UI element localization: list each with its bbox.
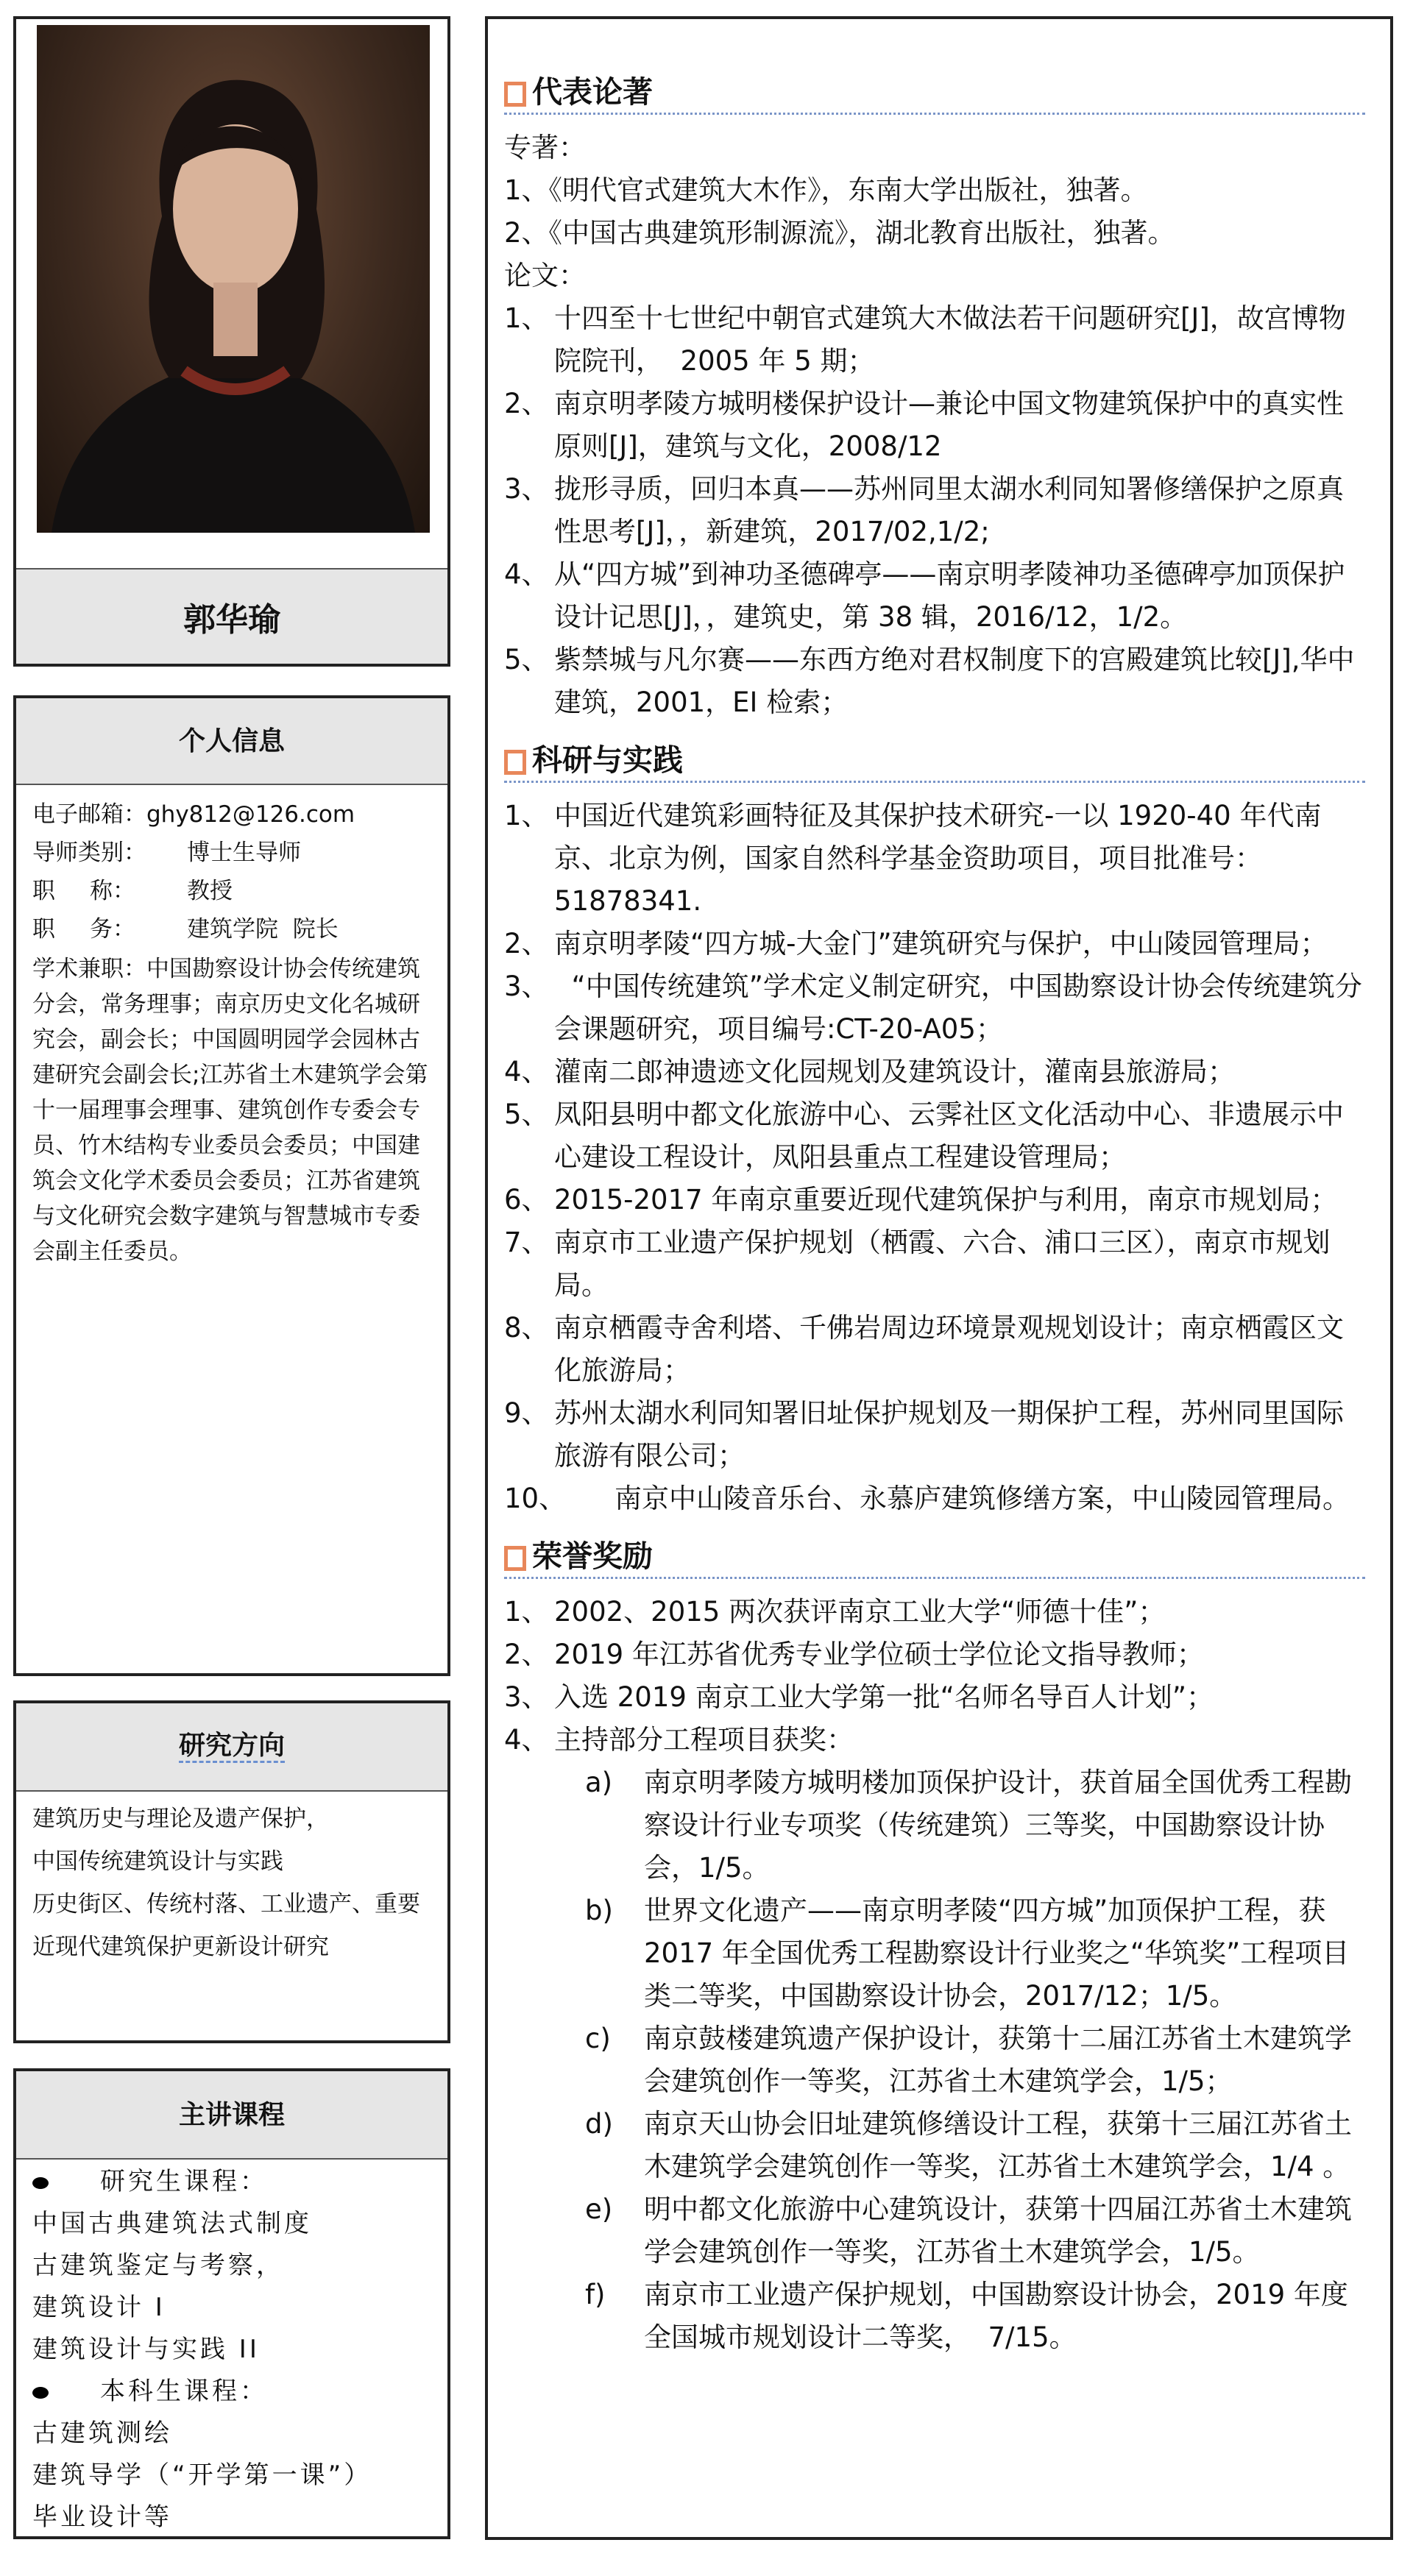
item-number: 3、 xyxy=(504,971,549,1002)
item-text: 拢形寻质，回归本真——苏州同里太湖水利同知署修缮保护之原真性思考[J]，，新建筑，2017/02,1/2; xyxy=(554,473,1344,547)
item-number: a) xyxy=(585,1767,613,1798)
item-text: 世界文化遗产——南京明孝陵“四方城”加顶保护工程，获 2017 年全国优秀工程勘察设计行业奖之“华筑奖”工程项目类二等奖，中国勘察设计协会，2017/12；1/5。 xyxy=(644,1895,1350,2012)
item-text: 南京中山陵音乐台、永慕庐建筑修缮方案，中山陵园管理局。 xyxy=(615,1483,1350,1514)
item-number: e) xyxy=(585,2193,613,2225)
courses-title: 主讲课程 xyxy=(16,2071,447,2160)
personal-info-title: 个人信息 xyxy=(16,698,447,785)
email-value[interactable]: ghy812@126.com xyxy=(146,801,355,828)
item-text: 2015-2017 年南京重要近现代建筑保护与利用，南京市规划局； xyxy=(554,1184,1338,1216)
duty-value: 建筑学院 院长 xyxy=(187,916,339,943)
course-item: 建筑设计与实践 II xyxy=(32,2335,260,2364)
honor-item xyxy=(504,1591,1365,1633)
item-number: 10、 xyxy=(504,1483,567,1514)
award-item xyxy=(504,1761,1365,1890)
main-panel xyxy=(485,16,1393,2540)
advisor-value: 博士生导师 xyxy=(187,840,301,866)
item-number: 9、 xyxy=(504,1397,549,1429)
advisor-label: 导师类别： xyxy=(32,840,146,866)
item-text: 凤阳县明中都文化旅游中心、云霁社区文化活动中心、非遗展示中心建设工程设计，凤阳县重点工程建设管理局； xyxy=(554,1099,1344,1173)
paper-item xyxy=(504,553,1365,639)
award-item xyxy=(504,2188,1365,2274)
project-item xyxy=(504,1307,1365,1392)
item-text: 南京明孝陵方城明楼保护设计—兼论中国文物建筑保护中的真实性原则[J]，建筑与文化，2008/12 xyxy=(554,388,1344,462)
undergrad-label: 本科生课程： xyxy=(100,2377,268,2406)
course-item: 建筑设计 I xyxy=(32,2293,166,2322)
item-text: 南京市工业遗产保护规划（栖霞、六合、浦口三区），南京市规划局。 xyxy=(554,1227,1331,1301)
research-line: 建筑历史与理论及遗产保护， xyxy=(32,1806,329,1832)
item-text: 南京明孝陵“四方城-大金门”建筑研究与保护，中山陵园管理局； xyxy=(554,928,1328,959)
papers-label: 论文： xyxy=(504,260,586,291)
rank-row xyxy=(32,872,434,910)
item-number: 4、 xyxy=(504,558,549,590)
profile-name: 郭华瑜 xyxy=(16,568,447,664)
course-item: 毕业设计等 xyxy=(32,2502,172,2532)
bullet-icon xyxy=(32,2177,49,2189)
publications-title: 代表论著 xyxy=(532,74,653,110)
item-text: 紫禁城与凡尔赛——东西方绝对君权制度下的宫殿建筑比较[J],华中建筑，2001，EI 检索； xyxy=(554,644,1355,718)
item-number: 7、 xyxy=(504,1227,549,1258)
item-number: b) xyxy=(585,1895,613,1926)
project-item xyxy=(504,1179,1365,1221)
item-number: 4、 xyxy=(504,1056,549,1087)
paper-item xyxy=(504,297,1365,383)
award-item xyxy=(504,1890,1365,2018)
academic-posts: 学术兼职：中国勘察设计协会传统建筑分会，常务理事；南京历史文化名城研究会，副会长；中国圆明园学会园林古建研究会副会长;江苏省土木建筑学会第十一届理事会理事、建筑创作专委会专员、竹木结构专业委员会委员；中国建筑会文化学术委员会委员；江苏省建筑与文化研究会数字建筑与智慧城市专委会副主任委员。 xyxy=(32,956,428,1265)
paper-item xyxy=(504,468,1365,553)
paper-item xyxy=(504,383,1365,468)
undergrad-courses-heading xyxy=(32,2371,434,2413)
rank-label-b: 称： xyxy=(90,878,135,904)
item-text: 2019 年江苏省优秀专业学位硕士学位论文指导教师； xyxy=(554,1639,1204,1670)
item-number: 1、 xyxy=(504,302,549,334)
item-text: 南京市工业遗产保护规划，中国勘察设计协会，2019 年度全国城市规划设计二等奖， 7/15。 xyxy=(644,2279,1348,2353)
course-item: 古建筑测绘 xyxy=(32,2419,172,2448)
profile-card xyxy=(13,16,450,667)
item-text: 灌南二郎神遗迹文化园规划及建筑设计，灌南县旅游局； xyxy=(554,1056,1235,1087)
course-item: 建筑导学（“开学第一课”） xyxy=(32,2460,372,2490)
item-number: 8、 xyxy=(504,1312,549,1344)
item-text: 中国近代建筑彩画特征及其保护技术研究-一以 1920-40 年代南京、北京为例，国家自然科学基金资助项目，项目批准号：51878341. xyxy=(554,800,1322,917)
project-item xyxy=(504,1221,1365,1307)
duty-row xyxy=(32,910,434,948)
item-text: 南京明孝陵方城明楼加顶保护设计，获首届全国优秀工程勘察设计行业专项奖（传统建筑）三等奖，中国勘察设计协会，1/5。 xyxy=(644,1767,1352,1884)
item-text: 明中都文化旅游中心建筑设计，获第十四届江苏省土木建筑学会建筑创作一等奖，江苏省土木建筑学会，1/5。 xyxy=(644,2193,1352,2268)
item-number: 5、 xyxy=(504,644,549,675)
advisor-row xyxy=(32,834,434,872)
award-item xyxy=(504,2274,1365,2359)
item-number: 1、 xyxy=(504,800,549,831)
item-text: 2002、2015 两次获评南京工业大学“师德十佳”； xyxy=(554,1596,1166,1628)
item-number: 4、 xyxy=(504,1724,549,1756)
duty-label-a: 职 xyxy=(32,916,55,943)
project-item xyxy=(504,1093,1365,1179)
projects-title: 科研与实践 xyxy=(532,742,683,778)
honors-header xyxy=(504,1532,1365,1579)
item-text: 主持部分工程项目获奖： xyxy=(554,1724,854,1756)
section-marker-icon xyxy=(504,750,526,775)
grad-label: 研究生课程： xyxy=(100,2167,268,2196)
item-text: 南京天山协会旧址建筑修缮设计工程，获第十三届江苏省土木建筑学会建筑创作一等奖，江苏省土木建筑学会，1/4 。 xyxy=(644,2108,1352,2182)
item-number: 3、 xyxy=(504,473,549,505)
item-number: 6、 xyxy=(504,1184,549,1216)
course-item: 古建筑鉴定与考察， xyxy=(32,2251,284,2280)
project-item xyxy=(504,965,1365,1051)
item-number: 5、 xyxy=(504,1099,549,1130)
award-item xyxy=(504,2018,1365,2103)
personal-info-card xyxy=(13,695,450,1676)
item-text: 苏州太湖水利同知署旧址保护规划及一期保护工程，苏州同里国际旅游有限公司； xyxy=(554,1397,1344,1472)
books-label: 专著： xyxy=(504,132,586,163)
email-row xyxy=(32,795,434,834)
portrait-photo xyxy=(37,25,430,533)
honor-item xyxy=(504,1719,1365,1761)
project-item xyxy=(504,1392,1365,1477)
item-text: 十四至十七世纪中朝官式建筑大木做法若干问题研究[J]，故宫博物院院刊， 2005 年 5 期； xyxy=(554,302,1346,377)
item-number: d) xyxy=(585,2108,613,2140)
item-number: 2、 xyxy=(504,1639,549,1670)
project-item xyxy=(504,1051,1365,1093)
rank-label-a: 职 xyxy=(32,878,55,904)
duty-label-b: 务： xyxy=(90,916,135,943)
project-item xyxy=(504,923,1365,965)
item-text: 南京栖霞寺舍利塔、千佛岩周边环境景观规划设计；南京栖霞区文化旅游局； xyxy=(554,1312,1344,1386)
item-number: 2、 xyxy=(504,388,549,419)
item-text: 南京鼓楼建筑遗产保护设计，获第十二届江苏省土木建筑学会建筑创作一等奖，江苏省土木建筑学会，1/5； xyxy=(644,2023,1352,2097)
research-card xyxy=(13,1700,450,2043)
project-item xyxy=(504,795,1365,923)
award-item xyxy=(504,2103,1365,2188)
research-line: 中国传统建筑设计与实践 xyxy=(32,1848,283,1875)
email-label: 电子邮箱： xyxy=(32,801,146,828)
portrait-silhouette-icon xyxy=(37,25,430,533)
book-item: 2、《中国古典建筑形制源流》，湖北教育出版社，独著。 xyxy=(504,217,1175,249)
publications-header xyxy=(504,68,1365,115)
courses-card xyxy=(13,2068,450,2539)
projects-header xyxy=(504,736,1365,783)
section-marker-icon xyxy=(504,1546,526,1571)
item-text: 从“四方城”到神功圣德碑亭——南京明孝陵神功圣德碑亭加顶保护设计记思[J]，，建筑史，第 38 辑，2016/12，1/2。 xyxy=(554,558,1345,633)
project-item xyxy=(504,1477,1365,1520)
research-title: 研究方向 xyxy=(179,1731,285,1763)
item-number: 2、 xyxy=(504,928,549,959)
item-number: 3、 xyxy=(504,1681,549,1713)
rank-value: 教授 xyxy=(187,878,233,904)
research-line: 历史街区、传统村落、工业遗产、重要近现代建筑保护更新设计研究 xyxy=(32,1891,420,1960)
item-number: 1、 xyxy=(504,1596,549,1628)
book-item: 1、《明代官式建筑大木作》，东南大学出版社，独著。 xyxy=(504,174,1148,206)
honor-item xyxy=(504,1676,1365,1719)
item-text: 入选 2019 南京工业大学第一批“名师名导百人计划”； xyxy=(554,1681,1214,1713)
paper-item xyxy=(504,639,1365,724)
honor-item xyxy=(504,1633,1365,1676)
bullet-icon xyxy=(32,2387,49,2399)
grad-courses-heading xyxy=(32,2161,434,2203)
course-item: 中国古典建筑法式制度 xyxy=(32,2209,312,2238)
honors-title: 荣誉奖励 xyxy=(532,1539,653,1574)
item-number: c) xyxy=(585,2023,611,2054)
section-marker-icon xyxy=(504,82,526,107)
item-number: f) xyxy=(585,2279,606,2310)
item-text: “中国传统建筑”学术定义制定研究，中国勘察设计协会传统建筑分会课题研究，项目编号:CT-20-A05； xyxy=(554,971,1362,1045)
